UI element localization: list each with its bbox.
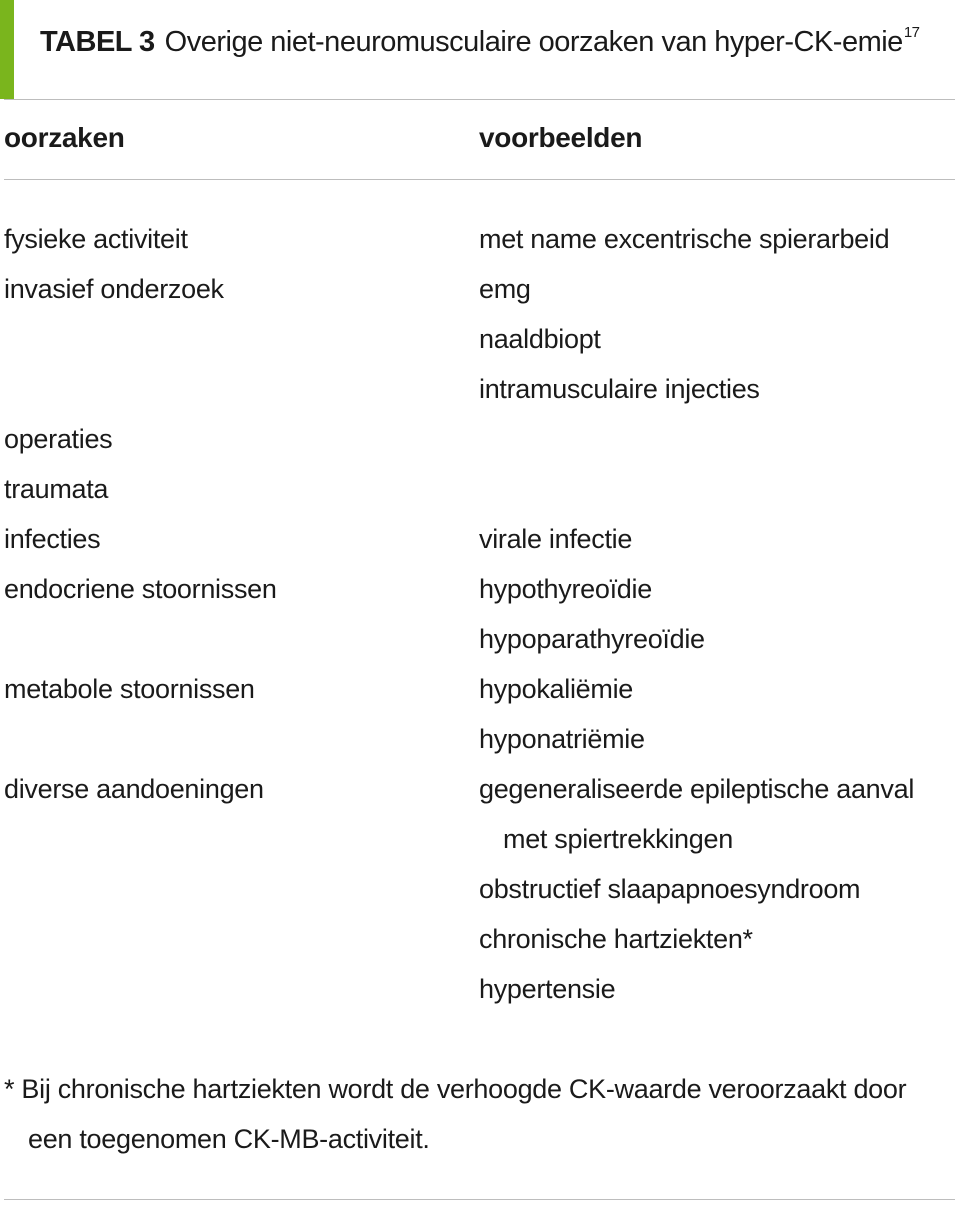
table-row xyxy=(0,314,959,364)
cause-cell: traumata xyxy=(4,474,109,504)
table-row xyxy=(0,514,959,564)
example-cell: emg xyxy=(479,274,531,304)
column-header-oorzaken: oorzaken xyxy=(4,122,125,153)
example-cell: chronische hartziekten* xyxy=(479,924,753,954)
table-row xyxy=(0,214,959,264)
table-row xyxy=(0,664,959,714)
table-row xyxy=(0,914,959,964)
example-cell: hypokaliëmie xyxy=(479,674,633,704)
table-row xyxy=(0,564,959,614)
cause-cell: metabole stoornissen xyxy=(4,674,255,704)
table-header xyxy=(0,118,959,158)
example-cell: gegeneraliseerde epileptische aanval xyxy=(479,774,915,804)
example-cell: met name excentrische spierarbeid xyxy=(479,224,890,254)
column-header-voorbeelden: voorbeelden xyxy=(479,122,643,153)
cause-cell: fysieke activiteit xyxy=(4,224,188,254)
cause-cell: infecties xyxy=(4,524,101,554)
footnote-line-1: * Bij chronische hartziekten wordt de verhoogde CK-waarde veroorzaakt door xyxy=(4,1074,907,1104)
table-row xyxy=(0,864,959,914)
example-cell: hypothyreoïdie xyxy=(479,574,652,604)
table-row xyxy=(0,414,959,464)
cause-cell: diverse aandoeningen xyxy=(4,774,264,804)
example-cell: naaldbiopt xyxy=(479,324,601,354)
title-reference: 17 xyxy=(903,24,920,41)
table-title xyxy=(40,20,920,64)
cause-cell: invasief onderzoek xyxy=(4,274,224,304)
example-cell: virale infectie xyxy=(479,524,633,554)
table-footnote xyxy=(4,1064,944,1164)
table-row xyxy=(0,714,959,764)
table-body xyxy=(0,214,959,1014)
table-row xyxy=(0,364,959,414)
example-cell: hypertensie xyxy=(479,974,616,1004)
cause-cell: endocriene stoornissen xyxy=(4,574,277,604)
example-cell-continuation: met spiertrekkingen xyxy=(503,824,733,854)
example-cell: obstructief slaapapnoesyndroom xyxy=(479,874,861,904)
table-row xyxy=(0,764,959,814)
table-row xyxy=(0,964,959,1014)
table-row xyxy=(0,264,959,314)
accent-bar xyxy=(0,0,14,99)
example-cell: hyponatriëmie xyxy=(479,724,645,754)
table-number: TABEL 3 xyxy=(40,26,155,58)
header-rule xyxy=(4,179,955,180)
footnote-line-2: een toegenomen CK-MB-activiteit. xyxy=(28,1124,430,1154)
bottom-rule xyxy=(4,1199,955,1200)
table-title-text: Overige niet-neuromusculaire oorzaken van hyper-CK-emie xyxy=(164,26,903,58)
example-cell: intramusculaire injecties xyxy=(479,374,760,404)
table-row xyxy=(0,614,959,664)
table-row xyxy=(0,464,959,514)
top-rule xyxy=(4,99,955,100)
cause-cell: operaties xyxy=(4,424,113,454)
table-row xyxy=(0,814,959,864)
example-cell: hypoparathyreoïdie xyxy=(479,624,705,654)
